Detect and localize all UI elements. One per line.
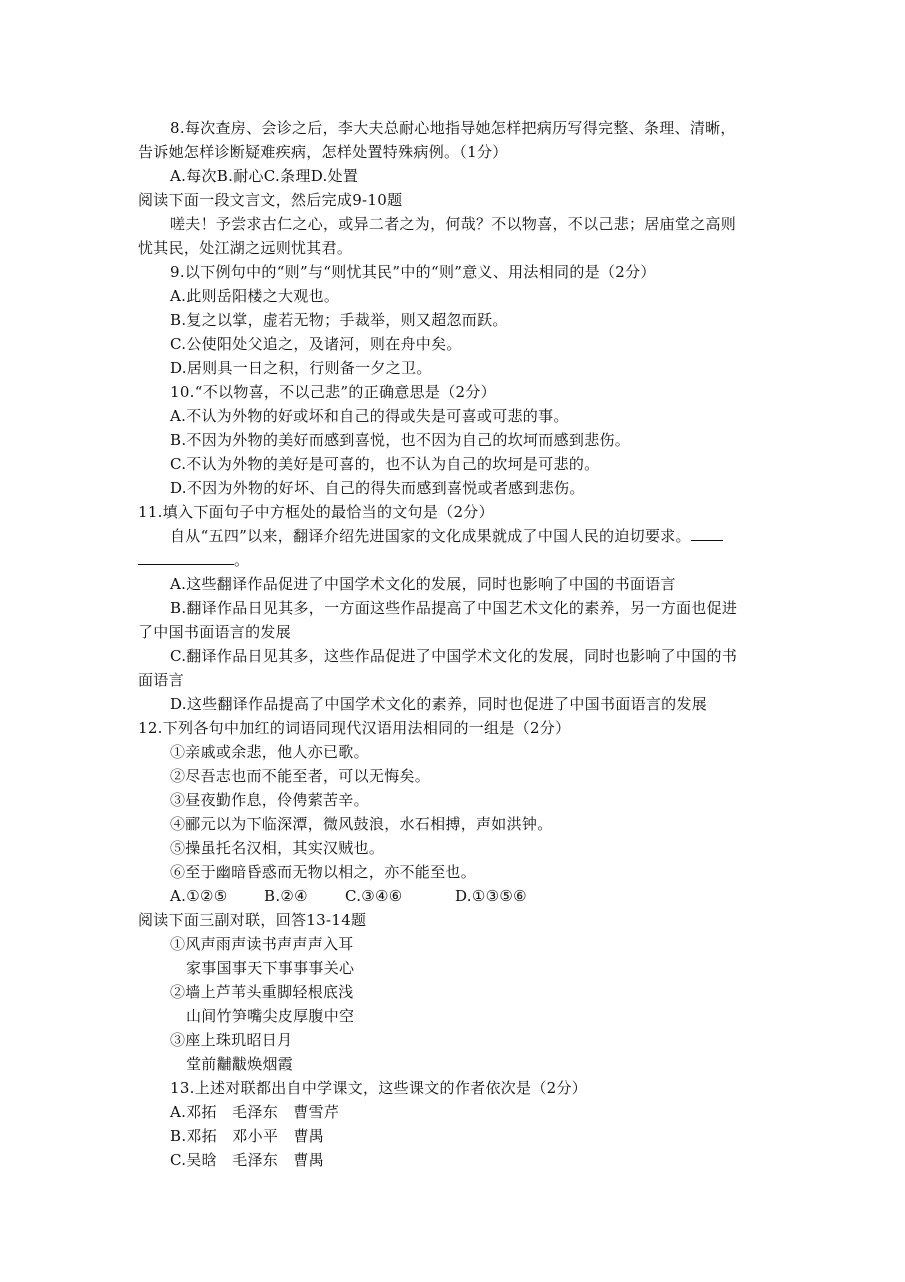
q11-sentence-text: 自从“五四”以来，翻译介绍先进国家的文化成果就成了中国人民的迫切要求。 [170,527,691,545]
q13-option-b: B.邓拓 邓小平 曹禺 [170,1127,325,1145]
q10-option-a: A.不认为外物的好或坏和自己的得或失是可喜或可悲的事。 [170,407,569,425]
q9-stem: 9.以下例句中的“则”与“则忧其民”中的“则”意义、用法相同的是（2分） [170,263,656,281]
q10-option-b: B.不因为外物的美好而感到喜悦，也不因为自己的坎坷而感到悲伤。 [170,431,631,449]
q11-option-b-line1: B.翻译作品日见其多，一方面这些作品提高了中国艺术文化的素养，另一方面也促进 [170,599,738,617]
q12-sentence-3: ③昼夜勤作息，伶俜萦苦辛。 [170,791,369,809]
q12-option-a: A.①②⑤ [170,887,228,905]
q12-sentence-1: ①亲戚或余悲，他人亦已歌。 [170,743,369,761]
q11-sentence [170,526,723,546]
couplet-1-upper: ①风声雨声读书声声声入耳 [170,935,354,953]
couplet-1-lower: 家事国事天下事事事关心 [186,959,355,977]
couplet-3-upper: ③座上珠玑昭日月 [170,1031,293,1049]
q13-option-c: C.吴晗 毛泽东 曹禺 [170,1151,325,1169]
q10-option-c: C.不认为外物的美好是可喜的，也不认为自己的坎坷是可悲的。 [170,455,600,473]
q12-option-b: B.②④ [264,887,308,905]
q8-stem-line1: 8.每次查房、会诊之后，李大夫总耐心地指导她怎样把病历写得完整、条理、清晰， [170,119,736,137]
q11-option-a: A.这些翻译作品促进了中国学术文化的发展，同时也影响了中国的书面语言 [170,575,676,593]
q9-option-c: C.公使阳处父追之，及诸河，则在舟中矣。 [170,335,462,353]
q10-stem: 10.“不以物喜，不以己悲”的正确意思是（2分） [170,383,496,401]
q11-option-b-line2: 了中国书面语言的发展 [138,623,292,641]
passage-line1: 嗟夫！予尝求古仁之心，或异二者之为，何哉？不以物喜，不以己悲；居庙堂之高则 [170,215,737,233]
passage-line2: 忧其民，处江湖之远则忧其君。 [138,239,353,257]
couplet-2-upper: ②墙上芦苇头重脚轻根底浅 [170,983,354,1001]
q9-option-a: A.此则岳阳楼之大观也。 [170,287,340,305]
answer-blank-line [691,526,723,541]
q11-option-d: D.这些翻译作品提高了中国学术文化的素养，同时也促进了中国书面语言的发展 [170,695,708,713]
q11-stem: 11.填入下面句子中方框处的最恰当的文句是（2分） [138,503,494,521]
q13-option-a: A.邓拓 毛泽东 曹雪芹 [170,1103,340,1121]
q11-option-c-line2: 面语言 [138,671,184,689]
q12-option-c: C.③④⑥ [345,887,403,905]
q12-stem: 12.下列各句中加红的词语同现代汉语用法相同的一组是（2分） [138,719,571,737]
couplet-2-lower: 山间竹笋嘴尖皮厚腹中空 [186,1007,355,1025]
q12-sentence-5: ⑤操虽托名汉相，其实汉贼也。 [170,839,385,857]
q11-period: 。 [234,551,250,569]
q12-sentence-4: ④郦元以为下临深潭，微风鼓浪，水石相搏，声如洪钟。 [170,815,553,833]
couplet-3-lower: 堂前黼黻焕烟霞 [186,1055,294,1073]
q11-blank-line2 [138,550,249,570]
q9-option-d: D.居则具一日之积，行则备一夕之卫。 [170,359,432,377]
q10-option-d: D.不因为外物的好坏、自己的得失而感到喜悦或者感到悲伤。 [170,479,585,497]
q12-sentence-6: ⑥至于幽暗昏惑而无物以相之，亦不能至也。 [170,863,477,881]
q13-stem: 13.上述对联都出自中学课文，这些课文的作者依次是（2分） [170,1079,588,1097]
answer-blank [138,550,234,565]
passage-intro: 阅读下面一段文言文，然后完成9-10题 [138,191,403,209]
q8-options: A.每次B.耐心C.条理D.处置 [170,167,359,185]
q8-stem-line2: 告诉她怎样诊断疑难疾病，怎样处置特殊病例。（1分） [138,143,508,161]
couplets-intro: 阅读下面三副对联，回答13-14题 [138,911,367,929]
q12-option-d: D.①③⑤⑥ [455,887,527,905]
q11-option-c-line1: C.翻译作品日见其多，这些作品促进了中国学术文化的发展，同时也影响了中国的书 [170,647,738,665]
q12-sentence-2: ②尽吾志也而不能至者，可以无悔矣。 [170,767,431,785]
q9-option-b: B.复之以掌，虚若无物；手裁举，则又超忽而跃。 [170,311,508,329]
